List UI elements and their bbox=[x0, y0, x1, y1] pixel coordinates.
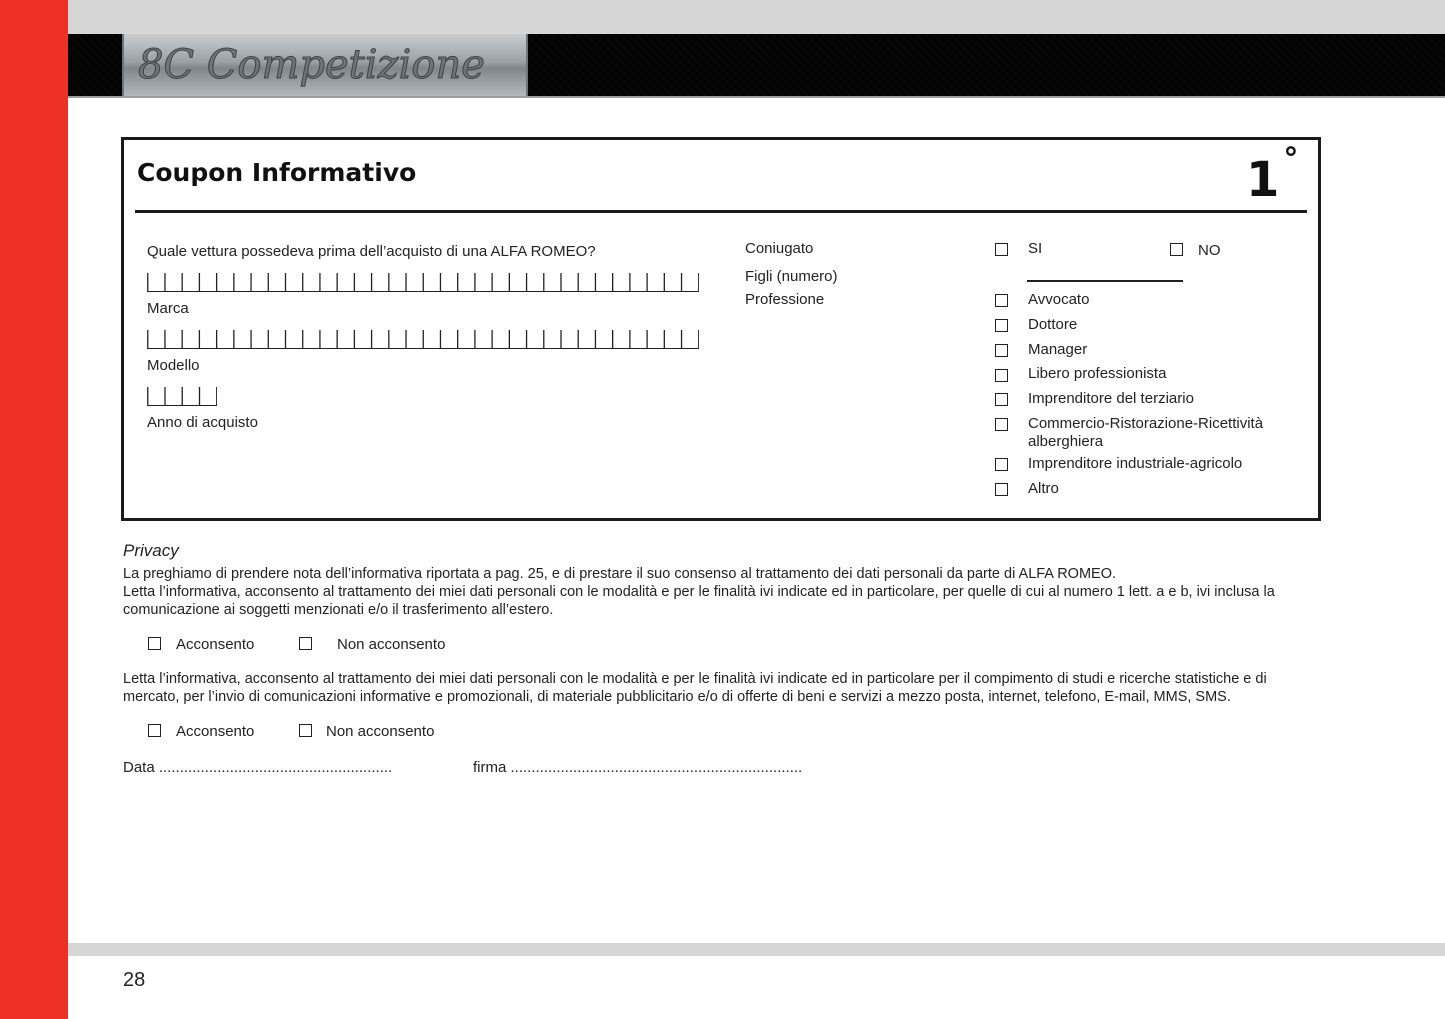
logo-text: 8C Competizione bbox=[138, 42, 485, 88]
no-checkbox[interactable] bbox=[1170, 243, 1183, 256]
marca-input[interactable] bbox=[147, 272, 699, 292]
privacy-title: Privacy bbox=[123, 541, 179, 560]
consent2-yes-checkbox[interactable] bbox=[148, 724, 161, 737]
anno-label: Anno di acquisto bbox=[147, 414, 258, 431]
coupon-title: Coupon Informativo bbox=[137, 158, 417, 187]
profession-label: Avvocato bbox=[1028, 291, 1090, 308]
professione-label: Professione bbox=[745, 291, 825, 308]
consent2-yes-label: Acconsento bbox=[176, 723, 255, 740]
coupon-number bbox=[1246, 138, 1298, 212]
profession-checkbox-manager[interactable] bbox=[995, 344, 1008, 357]
consent1-yes-checkbox[interactable] bbox=[148, 637, 161, 650]
marca-comb-ticks bbox=[147, 272, 699, 293]
profession-label: Commercio-Ristorazione-Ricettività alberghiera bbox=[1028, 415, 1264, 450]
consent1-no-label: Non acconsento bbox=[337, 636, 446, 653]
coupon-number-degree: ° bbox=[1283, 142, 1299, 177]
coniugato-label: Coniugato bbox=[745, 240, 814, 257]
si-label: SI bbox=[1028, 240, 1043, 257]
data-field[interactable]: Data ........................................................ bbox=[123, 759, 393, 776]
privacy-paragraph-2: Letta l’informativa, acconsento al trattamento dei miei dati personali con le modalità e per le finalità ivi indicate ed in particolare, per quelle di cui al numero 1 lett. a e b, ivi inclusa la comunicazione ai soggetti menzionati e/o il trasferimento all’estero. bbox=[123, 584, 1275, 618]
profession-checkbox-terziario[interactable] bbox=[995, 393, 1008, 406]
si-checkbox[interactable] bbox=[995, 243, 1008, 256]
no-label: NO bbox=[1198, 242, 1221, 259]
modello-input[interactable] bbox=[147, 329, 699, 349]
privacy-paragraph-1: La preghiamo di prendere nota dell’informativa riportata a pag. 25, e di prestare il suo consenso al trattamento dei dati personali da parte di ALFA ROMEO. bbox=[123, 566, 1117, 582]
profession-label: Imprenditore industriale-agricolo bbox=[1028, 455, 1243, 472]
profession-checkbox-libero[interactable] bbox=[995, 369, 1008, 382]
page-number: 28 bbox=[123, 969, 146, 991]
red-side-stripe bbox=[0, 0, 68, 1019]
profession-label: Libero professionista bbox=[1028, 365, 1167, 382]
consent2-no-checkbox[interactable] bbox=[299, 724, 312, 737]
profession-label: Dottore bbox=[1028, 316, 1078, 333]
anno-comb-ticks bbox=[147, 386, 217, 407]
figli-input-line[interactable] bbox=[1027, 280, 1183, 282]
consent2-no-label: Non acconsento bbox=[326, 723, 435, 740]
profession-label: Manager bbox=[1028, 341, 1088, 358]
anno-input[interactable] bbox=[147, 386, 217, 406]
profession-checkbox-industriale[interactable] bbox=[995, 458, 1008, 471]
profession-checkbox-avvocato[interactable] bbox=[995, 294, 1008, 307]
profession-checkbox-altro[interactable] bbox=[995, 483, 1008, 496]
consent1-no-checkbox[interactable] bbox=[299, 637, 312, 650]
brand-logo bbox=[122, 34, 528, 96]
profession-label: Imprenditore del terziario bbox=[1028, 390, 1194, 407]
profession-checkbox-dottore[interactable] bbox=[995, 319, 1008, 332]
title-rule bbox=[135, 210, 1307, 213]
privacy-paragraph-3: Letta l’informativa, acconsento al trattamento dei miei dati personali con le modalità e per le finalità ivi indicate ed in particolare per il compimento di studi e ricerche statistiche e di mercato, per l’invio di comunicazioni informative e promozionali, di materiale pubblicitario e/o di offerte di beni e servizi a mezzo posta, internet, telefono, E-mail, MMS, SMS. bbox=[123, 671, 1267, 705]
figli-label: Figli (numero) bbox=[745, 268, 838, 285]
firma-field[interactable]: firma ...................................................................... bbox=[473, 759, 803, 776]
marca-label: Marca bbox=[147, 300, 189, 317]
modello-label: Modello bbox=[147, 357, 200, 374]
coupon-number-digit: 1 bbox=[1246, 152, 1280, 208]
bottom-gray-band bbox=[68, 943, 1445, 956]
top-gray-band bbox=[68, 0, 1445, 34]
consent1-yes-label: Acconsento bbox=[176, 636, 255, 653]
previous-car-question: Quale vettura possedeva prima dell’acquisto di una ALFA ROMEO? bbox=[147, 243, 596, 260]
profession-checkbox-commercio[interactable] bbox=[995, 418, 1008, 431]
modello-comb-ticks bbox=[147, 329, 699, 350]
profession-label: Altro bbox=[1028, 480, 1059, 497]
